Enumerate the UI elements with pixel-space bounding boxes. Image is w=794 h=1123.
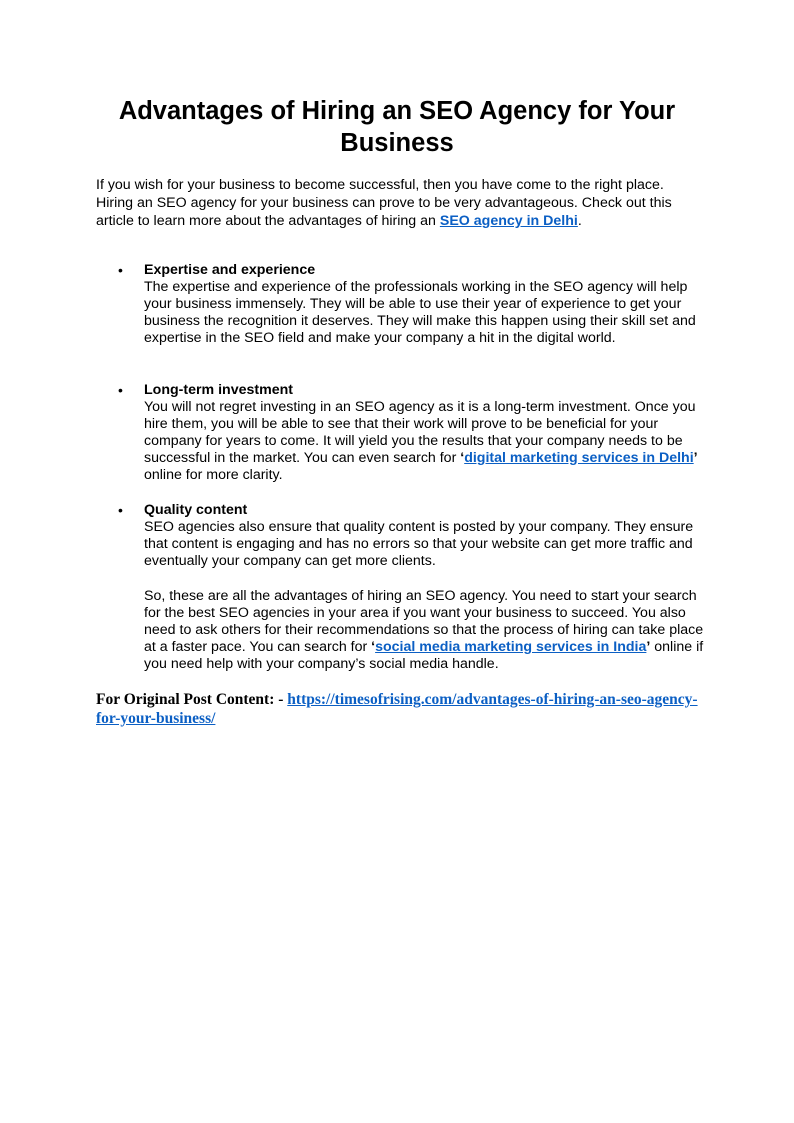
- quote-open: ‘: [371, 639, 376, 655]
- intro-paragraph: [96, 176, 700, 230]
- quote-close: ’: [646, 639, 651, 655]
- closing-text: So, these are all the advantages of hiring an SEO agency. You need to start your search for the best SEO agencies in your area if you want your business to succeed. You also need to ask others for their recommendations so that the process of hiring can take place at a faster pace. You can search for: [144, 588, 704, 655]
- original-post-link[interactable]: https://timesofrising.com/advantages-of-hiring-an-seo-agency-for-your-business/: [96, 691, 698, 727]
- quote-open: ‘: [460, 450, 465, 466]
- list-item-text: The expertise and experience of the professionals working in the SEO agency will help your business immensely. They will be able to use their year of experience to get your business the recognition it deserves. They will make this happen using their skill set and expertise in the SEO field and make your company a hit in the digital world.: [144, 279, 696, 346]
- list-item-text: SEO agencies also ensure that quality content is posted by your company. They ensure that content is engaging and has no errors so that your website can get more traffic and eventually your company can get more clients.: [144, 519, 694, 569]
- quote-close: ’: [693, 450, 698, 466]
- digital-marketing-delhi-link[interactable]: digital marketing services in Delhi: [464, 450, 694, 466]
- intro-after: .: [577, 213, 582, 229]
- bullet-icon: •: [118, 262, 123, 278]
- list-item-heading: Expertise and experience: [144, 262, 316, 278]
- bullet-icon: •: [118, 382, 123, 398]
- list-item-heading: Quality content: [144, 502, 248, 518]
- item-text-main: You will not regret investing in an SEO agency as it is a long-term investment. Once you hire them, you will be able to see that their work will prove to be beneficial for your company for years to come. It will yield you the results that your company needs to be successful in the market. You can even search for: [144, 399, 696, 466]
- list-item-heading: Long-term investment: [144, 382, 293, 398]
- closing-after: online if you need help with your company’s social media handle.: [144, 639, 704, 672]
- page-title: Advantages of Hiring an SEO Agency for Your Business: [118, 97, 676, 157]
- bullet-icon: •: [118, 502, 123, 518]
- footer-label: For Original Post Content: -: [96, 691, 288, 708]
- list-item-text: [144, 399, 704, 484]
- intro-text: If you wish for your business to become successful, then you have come to the right place. Hiring an SEO agency for your business can prove to be very advantageous. Check out this article to learn more about the advantages of hiring an: [96, 177, 672, 229]
- seo-agency-delhi-link[interactable]: SEO agency in Delhi: [439, 213, 578, 229]
- list-item-body: [144, 382, 704, 484]
- item-text-after: online for more clarity.: [144, 467, 283, 483]
- list-item-body: [144, 262, 704, 347]
- original-post-footer: [96, 690, 700, 728]
- closing-paragraph: [144, 588, 704, 673]
- list-item-body: [144, 502, 704, 570]
- social-media-india-link[interactable]: social media marketing services in India: [375, 639, 647, 655]
